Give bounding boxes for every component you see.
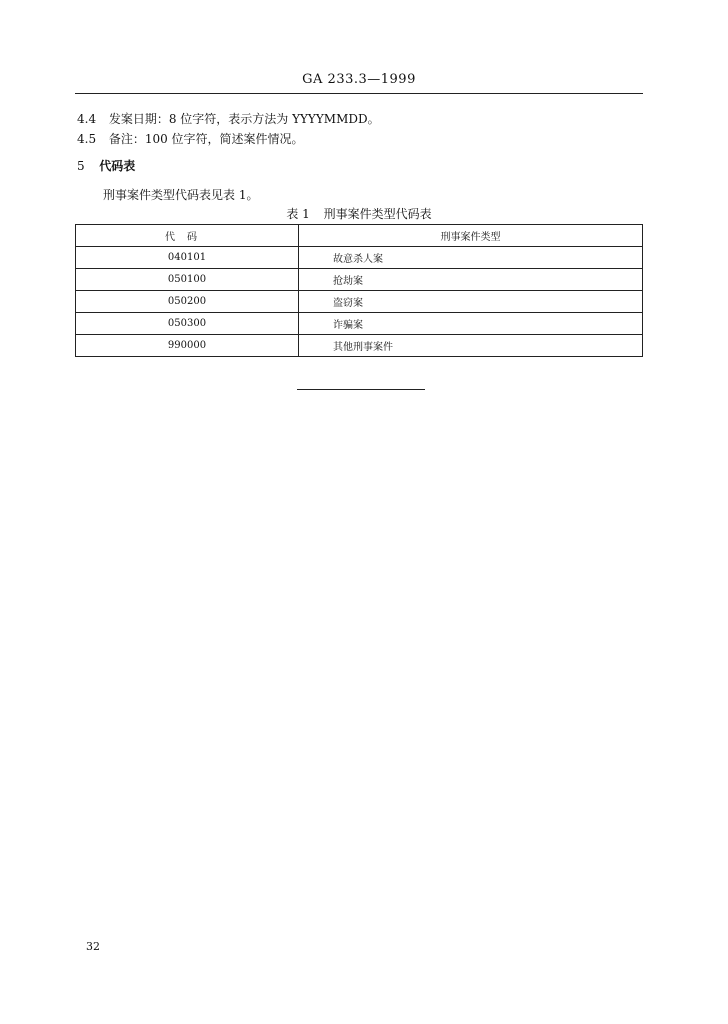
clause-4-5 bbox=[77, 130, 304, 147]
type-cell: 故意杀人案 bbox=[299, 247, 643, 269]
column-header-code: 代码 bbox=[76, 225, 299, 247]
page-number: 32 bbox=[86, 940, 100, 953]
table-row bbox=[76, 291, 643, 313]
clause-text: 备注：100 位字符，简述案件情况。 bbox=[108, 132, 304, 146]
end-of-document-rule bbox=[297, 389, 425, 390]
table-caption-number: 表 1 bbox=[286, 207, 310, 221]
table-header-row bbox=[76, 225, 643, 247]
code-cell: 050200 bbox=[76, 291, 299, 313]
clause-text: 发案日期：8 位字符，表示方法为 YYYYMMDD。 bbox=[108, 112, 380, 126]
clause-number: 4.4 bbox=[77, 112, 97, 126]
table-caption bbox=[75, 205, 643, 222]
table-caption-title: 刑事案件类型代码表 bbox=[323, 207, 432, 221]
code-cell: 990000 bbox=[76, 335, 299, 357]
code-cell: 050300 bbox=[76, 313, 299, 335]
section-heading bbox=[77, 157, 135, 174]
table-row bbox=[76, 335, 643, 357]
code-cell: 050100 bbox=[76, 269, 299, 291]
table-row bbox=[76, 269, 643, 291]
column-header-type: 刑事案件类型 bbox=[299, 225, 643, 247]
page-header: GA 233.3—1999 bbox=[302, 72, 416, 87]
clause-number: 4.5 bbox=[77, 132, 97, 146]
code-table bbox=[75, 224, 643, 357]
type-cell: 抢劫案 bbox=[299, 269, 643, 291]
type-cell: 盗窃案 bbox=[299, 291, 643, 313]
type-cell: 其他刑事案件 bbox=[299, 335, 643, 357]
header-rule bbox=[75, 93, 643, 94]
table-row bbox=[76, 313, 643, 335]
table-row bbox=[76, 247, 643, 269]
code-cell: 040101 bbox=[76, 247, 299, 269]
intro-paragraph: 刑事案件类型代码表见表 1。 bbox=[103, 188, 259, 202]
section-title: 代码表 bbox=[99, 159, 136, 173]
type-cell: 诈骗案 bbox=[299, 313, 643, 335]
section-number: 5 bbox=[77, 159, 85, 173]
clause-4-4 bbox=[77, 110, 380, 127]
